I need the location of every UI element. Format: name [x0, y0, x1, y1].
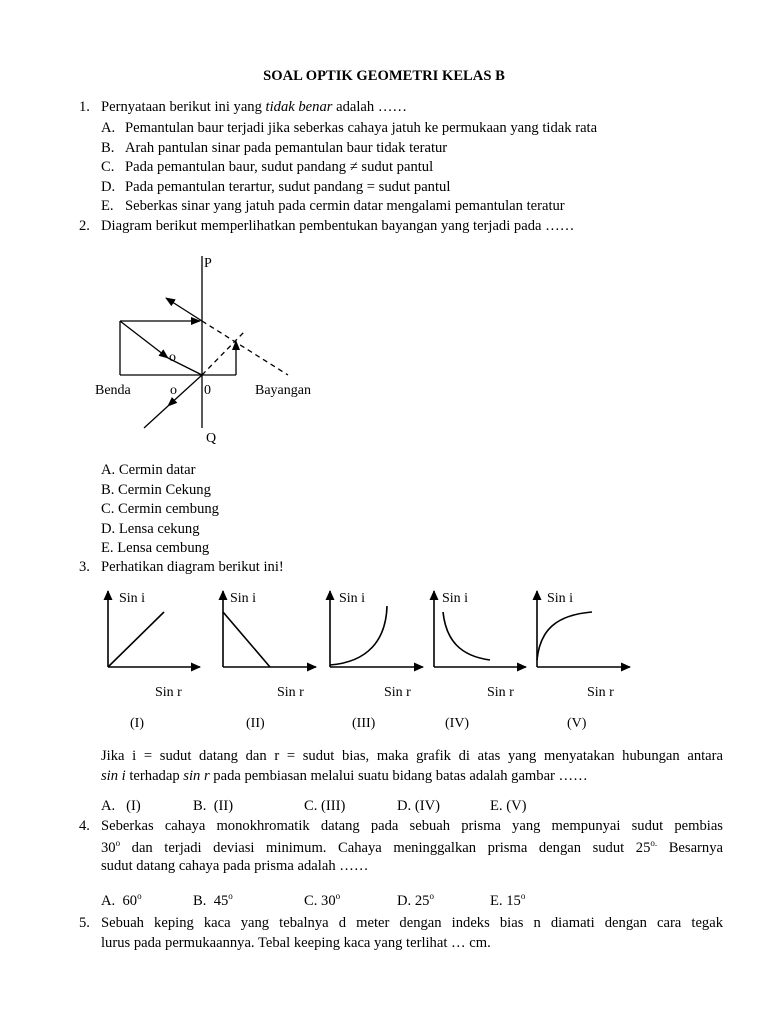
page-title: SOAL OPTIK GEOMETRI KELAS B: [263, 68, 505, 84]
question-line2: 30$^o$ dan terjadi deviasi minimum. Cahaya meninggalkan prisma dengan sudut $25^{o.}$ Besarnya: [101, 838, 723, 856]
graph-v-xlabel: Sin r: [587, 685, 614, 700]
option-d: D. (IV): [397, 798, 440, 814]
label-q: Q: [206, 431, 217, 446]
label-p: P: [204, 256, 212, 271]
label-zero: 0: [204, 383, 211, 398]
question-line2: lurus pada permukaannya. Tebal keeping kaca yang terlihat … cm.: [101, 935, 491, 951]
graph-ii-ylabel: Sin i: [230, 591, 257, 606]
graph-i-ylabel: Sin i: [119, 591, 146, 606]
label-o-lower: o: [170, 383, 177, 398]
graph-v-ylabel: Sin i: [547, 591, 574, 606]
option-c: C. 30$^o$: [304, 891, 341, 909]
question-text: Diagram berikut memperlihatkan pembentukan bayangan yang terjadi pada ……: [101, 218, 575, 234]
option-e: E. (V): [490, 798, 527, 814]
options-row: [101, 891, 551, 911]
question-paragraph-line1: Jika i = sudut datang dan r = sudut bias, maka grafik di atas yang menyatakan hubungan antara: [101, 748, 723, 764]
option-d: D. 25$^o$: [397, 891, 434, 909]
option-a: A. 60$^o$: [101, 891, 142, 909]
graph-iv-roman: (IV): [445, 716, 470, 731]
graph-iv-ylabel: Sin i: [442, 591, 469, 606]
graph-iii-ylabel: Sin i: [339, 591, 366, 606]
option-a: A. Cermin datar: [101, 462, 196, 478]
option-a: A. (I): [101, 798, 141, 814]
graph-iii-xlabel: Sin r: [384, 685, 411, 700]
option-d: D. Lensa cekung: [101, 520, 200, 537]
question-line3: sudut datang cahaya pada prisma adalah ……: [101, 858, 369, 874]
graph-iv-xlabel: Sin r: [487, 685, 514, 700]
question-number: 4.: [79, 818, 90, 834]
graph-iii-roman: (III): [352, 716, 376, 731]
option-b: B. 45$^o$: [193, 891, 233, 909]
question-line1: Seberkas cahaya monokhromatik datang pada sebuah prisma yang mempunyai sudut pembias: [101, 818, 723, 834]
graph-i-roman: (I): [130, 716, 144, 731]
graph-v-roman: (V): [567, 716, 587, 731]
question-number: 5.: [79, 915, 90, 931]
option-c: C. (III): [304, 798, 346, 814]
label-benda: Benda: [95, 383, 131, 398]
option-e: E. 15$^o$: [490, 891, 526, 909]
question-paragraph-line2: sin i terhadap sin r pada pembiasan melalui suatu bidang batas adalah gambar ……: [101, 768, 588, 784]
question-number: 2.: [79, 218, 90, 234]
question-line1: Sebuah keping kaca yang tebalnya d meter dengan indeks bias n diamati dengan cara tegak: [101, 915, 723, 931]
graph-ii-roman: (II): [246, 716, 265, 731]
question-text: Pernyataan berikut ini yang tidak benar adalah ……: [101, 99, 408, 115]
options-list: A. Pemantulan baur terjadi jika seberkas cahaya jatuh ke permukaan yang tidak rata B. Arah pantulan sinar pada pemantulan baur tidak teratur C. Pada pemantulan baur, sudut pandang ≠ sudut pantul D. Pada pemantulan terartur, sudut pandang = sudut pantul E. Seberkas sinar yang jatuh pada cermin datar mengalami pemantulan teratur: [101, 120, 598, 214]
label-o-upper: o: [169, 350, 176, 365]
options-row: [101, 798, 551, 818]
question-number: 1.: [79, 99, 90, 115]
question-text: Perhatikan diagram berikut ini!: [101, 559, 284, 575]
label-bayangan: Bayangan: [255, 383, 311, 398]
option-c: C. Cermin cembung: [101, 501, 219, 517]
option-e: E. Lensa cembung: [101, 540, 210, 556]
option-b: B. (II): [193, 798, 234, 814]
option-b: B. Cermin Cekung: [101, 481, 211, 498]
graph-ii-xlabel: Sin r: [277, 685, 304, 700]
graph-i-xlabel: Sin r: [155, 685, 182, 700]
question-number: 3.: [79, 559, 90, 575]
